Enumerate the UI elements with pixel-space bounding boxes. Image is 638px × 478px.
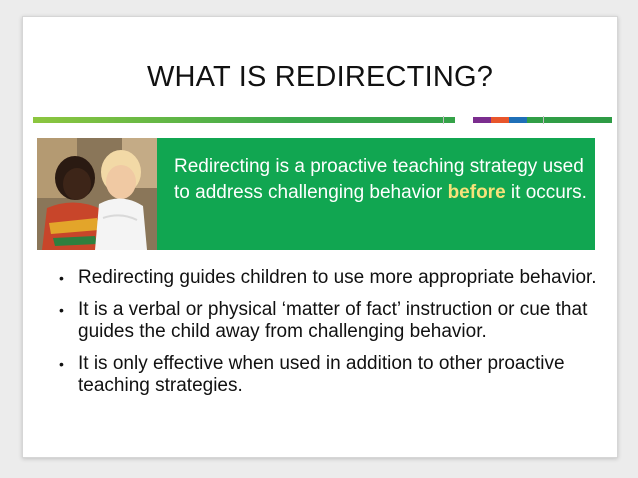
callout-emphasis: before	[447, 182, 506, 203]
definition-callout	[157, 138, 595, 250]
divider-tick	[543, 116, 544, 124]
bullet-list	[59, 267, 609, 407]
bullet-glyph: •	[59, 270, 64, 286]
bullet-item	[59, 299, 609, 343]
bullet-item	[59, 353, 609, 397]
teacher-with-child-photo	[37, 138, 157, 250]
bullet-glyph: •	[59, 356, 64, 372]
slide-title: WHAT IS REDIRECTING?	[146, 61, 494, 93]
callout-text-start: Redirecting is a proactive teaching strategy used to address challenging behavior	[174, 156, 584, 203]
bullet-text: It is only effective when used in addition to other proactive teaching strategies.	[78, 353, 565, 396]
bullet-text: Redirecting guides children to use more appropriate behavior.	[78, 267, 597, 288]
divider-tick	[443, 116, 444, 124]
divider-accent-blue	[509, 117, 527, 123]
divider-accent-purple	[473, 117, 491, 123]
slide	[22, 16, 618, 458]
divider-gap	[455, 117, 473, 123]
bullet-item	[59, 267, 609, 289]
bullet-text: It is a verbal or physical ‘matter of fact’ instruction or cue that guides the child away from challenging behavior.	[78, 299, 588, 342]
bullet-glyph: •	[59, 302, 64, 318]
callout-text-end: it occurs.	[505, 182, 587, 203]
divider-accent-orange	[491, 117, 509, 123]
photo-illustration	[37, 138, 157, 250]
